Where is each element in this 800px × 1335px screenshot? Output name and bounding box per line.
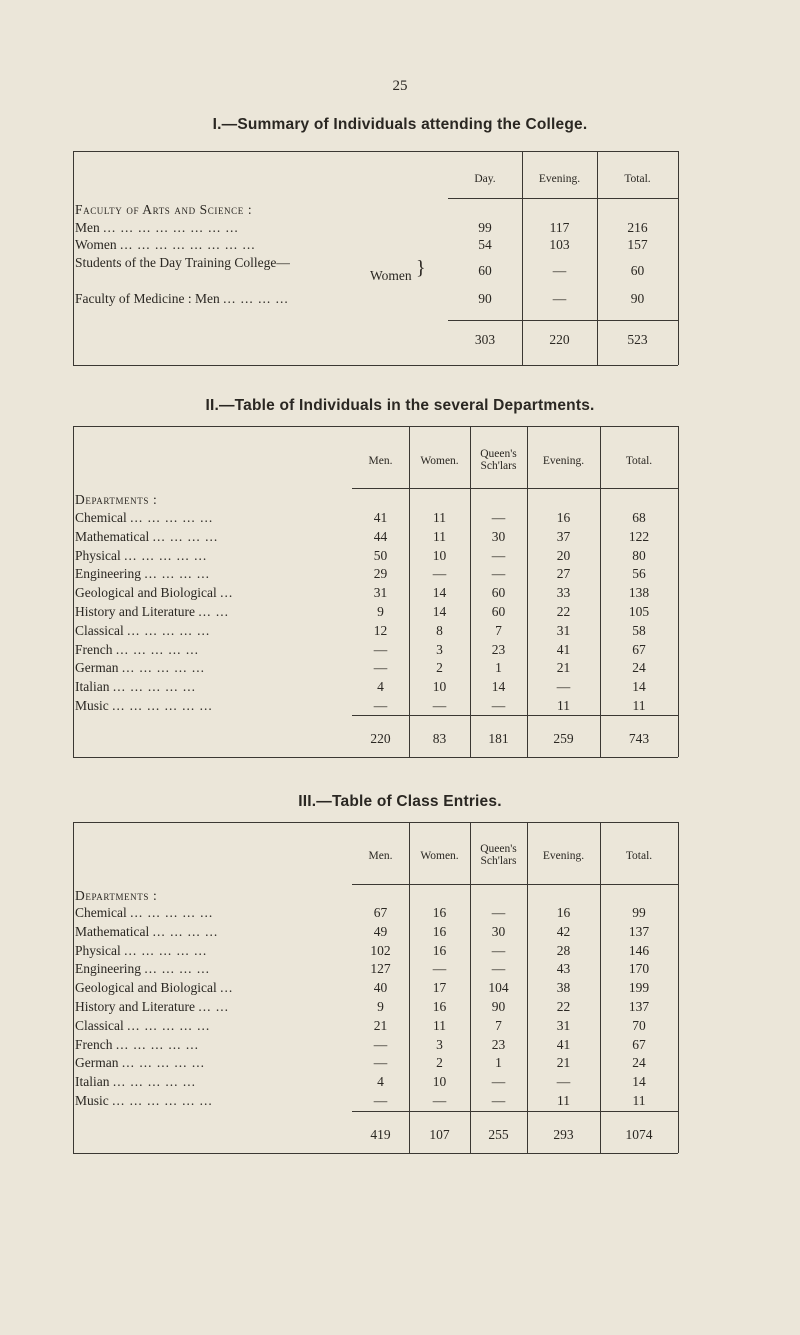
cell-men: —: [373, 1093, 388, 1108]
col-header-women: Women.: [420, 455, 459, 467]
cell-women: 16: [432, 923, 447, 939]
cell-women: 3: [436, 1036, 443, 1052]
cell-evening: 21: [556, 1055, 571, 1071]
cell-total: 11: [632, 698, 646, 713]
department-row-label: Chemical ... ... ... ... ...: [75, 905, 214, 920]
cell-total: 11: [632, 1093, 646, 1108]
cell-total: 138: [628, 585, 650, 601]
cell-evening: 43: [556, 961, 571, 977]
department-row-label: German ... ... ... ... ...: [75, 1055, 205, 1071]
cell-queens: 104: [488, 980, 509, 996]
cell-men: 49: [373, 923, 388, 939]
col-header-total: Total.: [625, 850, 653, 862]
total-men: 419: [370, 1127, 391, 1142]
cell-women: 10: [432, 679, 447, 695]
cell-queens: 1: [495, 660, 502, 676]
department-row-label: Mathematical ... ... ... ...: [75, 923, 219, 939]
cell-women: 14: [432, 585, 447, 601]
cell-women: —: [432, 566, 447, 582]
cell-queens: —: [491, 566, 506, 582]
department-row-label: Engineering ... ... ... ...: [75, 566, 210, 582]
cell-men: 29: [373, 566, 388, 582]
cell-evening: 16: [556, 905, 571, 920]
cell-queens: —: [491, 698, 506, 713]
department-row-label: Physical ... ... ... ... ...: [75, 547, 208, 563]
brace-glyph: }: [416, 257, 426, 279]
department-row-label: History and Literature ... ...: [75, 999, 229, 1014]
cell-total: 14: [632, 679, 646, 695]
cell-men: 31: [373, 585, 388, 601]
cell-evening: 33: [556, 585, 571, 601]
row-label: Men ... ... ... ... ... ... ... ...: [75, 220, 239, 235]
cell-queens: 7: [495, 1017, 502, 1033]
total-total: 1074: [625, 1127, 653, 1142]
cell-evening: 21: [556, 660, 571, 676]
total-men: 220: [370, 731, 391, 746]
department-row-label: Music ... ... ... ... ... ...: [75, 1093, 213, 1108]
cell-day: 90: [478, 291, 492, 306]
cell-women: 10: [432, 1074, 447, 1090]
department-row-label: French ... ... ... ... ...: [75, 1036, 199, 1052]
cell-total: 122: [628, 528, 650, 544]
cell-total: 70: [632, 1017, 646, 1033]
cell-total: 137: [628, 923, 650, 939]
cell-evening: 16: [556, 510, 571, 525]
col-header-queens-scholars: Queen's Sch'lars: [480, 843, 517, 867]
cell-queens: 60: [491, 604, 506, 619]
cell-evening: 117: [549, 220, 570, 235]
section-2-title: II.—Table of Individuals in the several Departments.: [205, 397, 595, 414]
cell-total: 216: [627, 220, 648, 235]
total-total: 523: [627, 332, 648, 347]
cell-men: 41: [373, 510, 388, 525]
cell-women: 3: [436, 641, 443, 657]
cell-evening: 22: [556, 999, 571, 1014]
cell-women: 17: [432, 980, 447, 996]
cell-queens: 60: [491, 585, 506, 601]
cell-women: 16: [432, 942, 447, 958]
cell-total: 68: [632, 510, 646, 525]
cell-men: 40: [373, 980, 388, 996]
cell-women: 14: [432, 604, 447, 619]
col-header-total: Total.: [624, 173, 651, 185]
cell-evening: 27: [556, 566, 571, 582]
department-row-label: History and Literature ... ...: [75, 604, 229, 619]
cell-day: 54: [478, 237, 492, 252]
col-header-men: Men.: [368, 850, 393, 862]
cell-evening: 38: [556, 980, 571, 996]
cell-total: 67: [632, 1036, 646, 1052]
cell-women: 10: [432, 547, 447, 563]
department-row-label: German ... ... ... ... ...: [75, 660, 205, 676]
cell-men: 4: [377, 1074, 384, 1090]
cell-women: 2: [436, 1055, 443, 1071]
cell-men: —: [373, 1036, 388, 1052]
col-header-evening: Evening.: [542, 850, 585, 862]
cell-total: 14: [632, 1074, 646, 1090]
cell-men: 4: [377, 679, 384, 695]
cell-total: 105: [628, 604, 650, 619]
cell-total: 58: [632, 622, 646, 638]
department-row-label: Music ... ... ... ... ... ...: [75, 698, 213, 713]
row-label-women: Women: [370, 268, 412, 283]
cell-men: 67: [373, 905, 388, 920]
cell-evening: 11: [557, 698, 570, 713]
cell-evening: —: [556, 679, 571, 695]
cell-women: 16: [432, 905, 447, 920]
cell-evening: 31: [556, 622, 571, 638]
cell-total: 170: [628, 961, 650, 977]
cell-women: 11: [433, 528, 446, 544]
cell-men: 9: [377, 999, 384, 1014]
cell-men: 9: [377, 604, 384, 619]
cell-total: 157: [627, 237, 648, 252]
cell-total: 99: [632, 905, 646, 920]
cell-women: 8: [436, 622, 443, 638]
cell-total: 80: [632, 547, 646, 563]
col-header-day: Day.: [474, 173, 496, 185]
total-women: 107: [429, 1127, 450, 1142]
cell-total: 56: [632, 566, 646, 582]
cell-total: 24: [632, 1055, 646, 1071]
cell-queens: —: [491, 905, 506, 920]
section-3-title: III.—Table of Class Entries.: [298, 793, 502, 810]
departments-label: Departments :: [75, 888, 158, 903]
cell-total: 199: [628, 980, 650, 996]
total-total: 743: [628, 731, 650, 746]
cell-queens: —: [491, 942, 506, 958]
col-header-evening: Evening.: [542, 455, 585, 467]
cell-queens: —: [491, 1074, 506, 1090]
col-header-evening: Evening.: [538, 173, 581, 185]
cell-day: 60: [478, 263, 492, 278]
cell-men: 50: [373, 547, 388, 563]
cell-women: —: [432, 1093, 447, 1108]
cell-evening: 41: [556, 641, 571, 657]
cell-evening: 20: [556, 547, 571, 563]
cell-total: 146: [628, 942, 650, 958]
cell-queens: 14: [491, 679, 506, 695]
cell-evening: —: [552, 263, 567, 278]
row-label: Women ... ... ... ... ... ... ... ...: [75, 237, 256, 252]
cell-queens: 7: [495, 622, 502, 638]
page-number: 25: [392, 78, 408, 94]
cell-total: 90: [630, 291, 645, 306]
department-row-label: Geological and Biological ...: [75, 980, 234, 996]
cell-evening: 103: [549, 237, 570, 252]
col-header-women: Women.: [420, 850, 459, 862]
row-label: Faculty of Medicine : Men ... ... ... ...: [75, 291, 289, 306]
col-header-queens-scholars: Queen's Sch'lars: [480, 448, 517, 472]
cell-evening: —: [556, 1074, 571, 1090]
cell-women: —: [432, 961, 447, 977]
col-header-men: Men.: [368, 455, 393, 467]
department-row-label: Chemical ... ... ... ... ...: [75, 510, 214, 525]
col-header-total: Total.: [625, 455, 653, 467]
department-row-label: French ... ... ... ... ...: [75, 641, 199, 657]
cell-queens: 23: [491, 641, 506, 657]
cell-queens: —: [491, 1093, 506, 1108]
cell-queens: —: [491, 547, 506, 563]
cell-evening: 37: [556, 528, 571, 544]
faculty-arts-science-label: Faculty of Arts and Science :: [75, 202, 253, 217]
cell-men: —: [373, 698, 388, 713]
department-row-label: Geological and Biological ...: [75, 585, 234, 601]
section-1-title: I.—Summary of Individuals attending the College.: [212, 116, 588, 133]
cell-queens: 90: [491, 999, 506, 1014]
total-women: 83: [432, 731, 447, 746]
cell-men: 127: [370, 961, 391, 977]
cell-evening: 22: [556, 604, 571, 619]
cell-total: 60: [630, 263, 645, 278]
cell-evening: 42: [556, 923, 571, 939]
department-row-label: Classical ... ... ... ... ...: [75, 1017, 211, 1033]
department-row-label: Engineering ... ... ... ...: [75, 961, 210, 977]
total-evening: 220: [549, 332, 570, 347]
cell-total: 137: [628, 999, 650, 1014]
cell-queens: 1: [495, 1055, 502, 1071]
cell-queens: 30: [491, 528, 506, 544]
department-row-label: Italian ... ... ... ... ...: [75, 1074, 196, 1090]
cell-queens: —: [491, 961, 506, 977]
cell-queens: 23: [491, 1036, 506, 1052]
department-row-label: Italian ... ... ... ... ...: [75, 679, 196, 695]
total-evening: 293: [553, 1127, 574, 1142]
cell-queens: 30: [491, 923, 506, 939]
cell-women: 16: [432, 999, 447, 1014]
cell-men: 12: [373, 622, 388, 638]
total-evening: 259: [553, 731, 574, 746]
total-queens: 181: [488, 731, 509, 746]
cell-women: 2: [436, 660, 443, 676]
total-day: 303: [474, 332, 496, 347]
cell-women: 11: [433, 1017, 446, 1033]
cell-total: 24: [632, 660, 646, 676]
department-row-label: Mathematical ... ... ... ...: [75, 528, 219, 544]
row-label: Students of the Day Training College—: [75, 255, 290, 270]
cell-evening: —: [552, 291, 567, 306]
cell-men: —: [373, 641, 388, 657]
cell-women: —: [432, 698, 447, 713]
cell-men: 21: [373, 1017, 388, 1033]
cell-men: 44: [373, 528, 388, 544]
cell-evening: 28: [556, 942, 571, 958]
departments-label: Departments :: [75, 492, 158, 507]
cell-total: 67: [632, 641, 646, 657]
department-row-label: Physical ... ... ... ... ...: [75, 942, 208, 958]
cell-men: —: [373, 1055, 388, 1071]
cell-day: 99: [478, 220, 492, 235]
cell-men: 102: [370, 942, 391, 958]
cell-women: 11: [433, 510, 446, 525]
total-queens: 255: [488, 1127, 509, 1142]
department-row-label: Classical ... ... ... ... ...: [75, 622, 211, 638]
cell-evening: 41: [556, 1036, 571, 1052]
cell-evening: 31: [556, 1017, 571, 1033]
cell-men: —: [373, 660, 388, 676]
cell-evening: 11: [557, 1093, 570, 1108]
cell-queens: —: [491, 510, 506, 525]
